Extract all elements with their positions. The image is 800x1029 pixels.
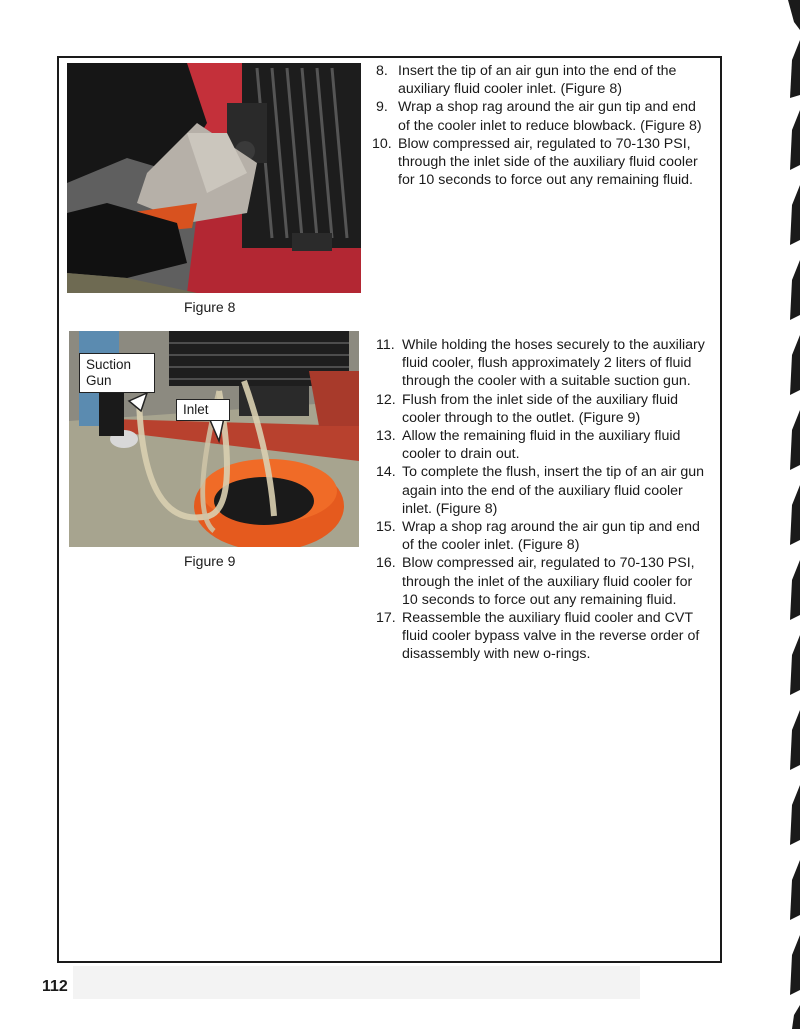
step-text: Blow compressed air, regulated to 70-130 PSI, through the inlet of the auxiliary fluid cooler for 10 seconds to force out any remaining fluid. — [402, 555, 695, 608]
list-item — [376, 336, 706, 391]
inlet-callout: Inlet — [176, 399, 230, 421]
step-number: 17. — [376, 610, 396, 627]
list-item — [372, 135, 706, 190]
page-edge-binding-marks — [780, 0, 800, 1029]
procedure-steps-part-2 — [376, 336, 706, 664]
list-item — [376, 518, 706, 554]
step-number: 15. — [376, 519, 396, 536]
figure-8-photo — [67, 63, 361, 293]
step-text: To complete the flush, insert the tip of an air gun again into the end of the auxiliary fluid cooler inlet. (Figure 8) — [402, 464, 705, 517]
list-item — [376, 391, 706, 427]
step-number: 8. — [376, 63, 388, 79]
list-item — [376, 609, 706, 664]
suction-gun-callout: Suction Gun — [79, 353, 155, 393]
step-text: Allow the remaining fluid in the auxiliary fluid cooler to drain out. — [402, 428, 681, 463]
step-text: Wrap a shop rag around the air gun tip and end of the cooler inlet to reduce blowback. (Figure 8) — [398, 99, 702, 134]
step-number: 12. — [376, 391, 396, 408]
step-number: 16. — [376, 555, 396, 572]
footer-bar — [73, 966, 640, 999]
procedure-steps-part-1 — [372, 62, 706, 189]
step-text: Blow compressed air, regulated to 70-130 PSI, through the inlet side of the auxiliary fluid cooler for 10 seconds to force out any remaining fluid. — [398, 135, 698, 189]
step-number: 9. — [376, 99, 388, 116]
step-number: 14. — [376, 464, 396, 481]
list-item — [376, 554, 706, 609]
step-text: While holding the hoses securely to the auxiliary fluid cooler, flush approximately 2 liters of fluid through the cooler with a suitable suction gun. — [402, 337, 705, 390]
figure-8-caption: Figure 8 — [184, 299, 236, 315]
list-item — [376, 62, 706, 98]
list-item — [376, 427, 706, 463]
step-text: Wrap a shop rag around the air gun tip and end of the cooler inlet. (Figure 8) — [402, 519, 700, 554]
page-number: 112 — [42, 978, 68, 995]
list-item — [376, 463, 706, 518]
figure-9-photo — [69, 331, 359, 547]
step-number: 10. — [372, 135, 392, 152]
step-text: Flush from the inlet side of the auxiliary fluid cooler through to the outlet. (Figure 9) — [402, 391, 678, 426]
step-number: 13. — [376, 428, 396, 445]
step-text: Insert the tip of an air gun into the end of the auxiliary fluid cooler inlet. (Figure 8) — [398, 63, 677, 98]
step-number: 11. — [376, 337, 395, 353]
step-text: Reassemble the auxiliary fluid cooler and CVT fluid cooler bypass valve in the reverse order of disassembly with new o-rings. — [402, 610, 700, 663]
list-item — [376, 98, 706, 134]
figure-9-caption: Figure 9 — [184, 553, 236, 569]
